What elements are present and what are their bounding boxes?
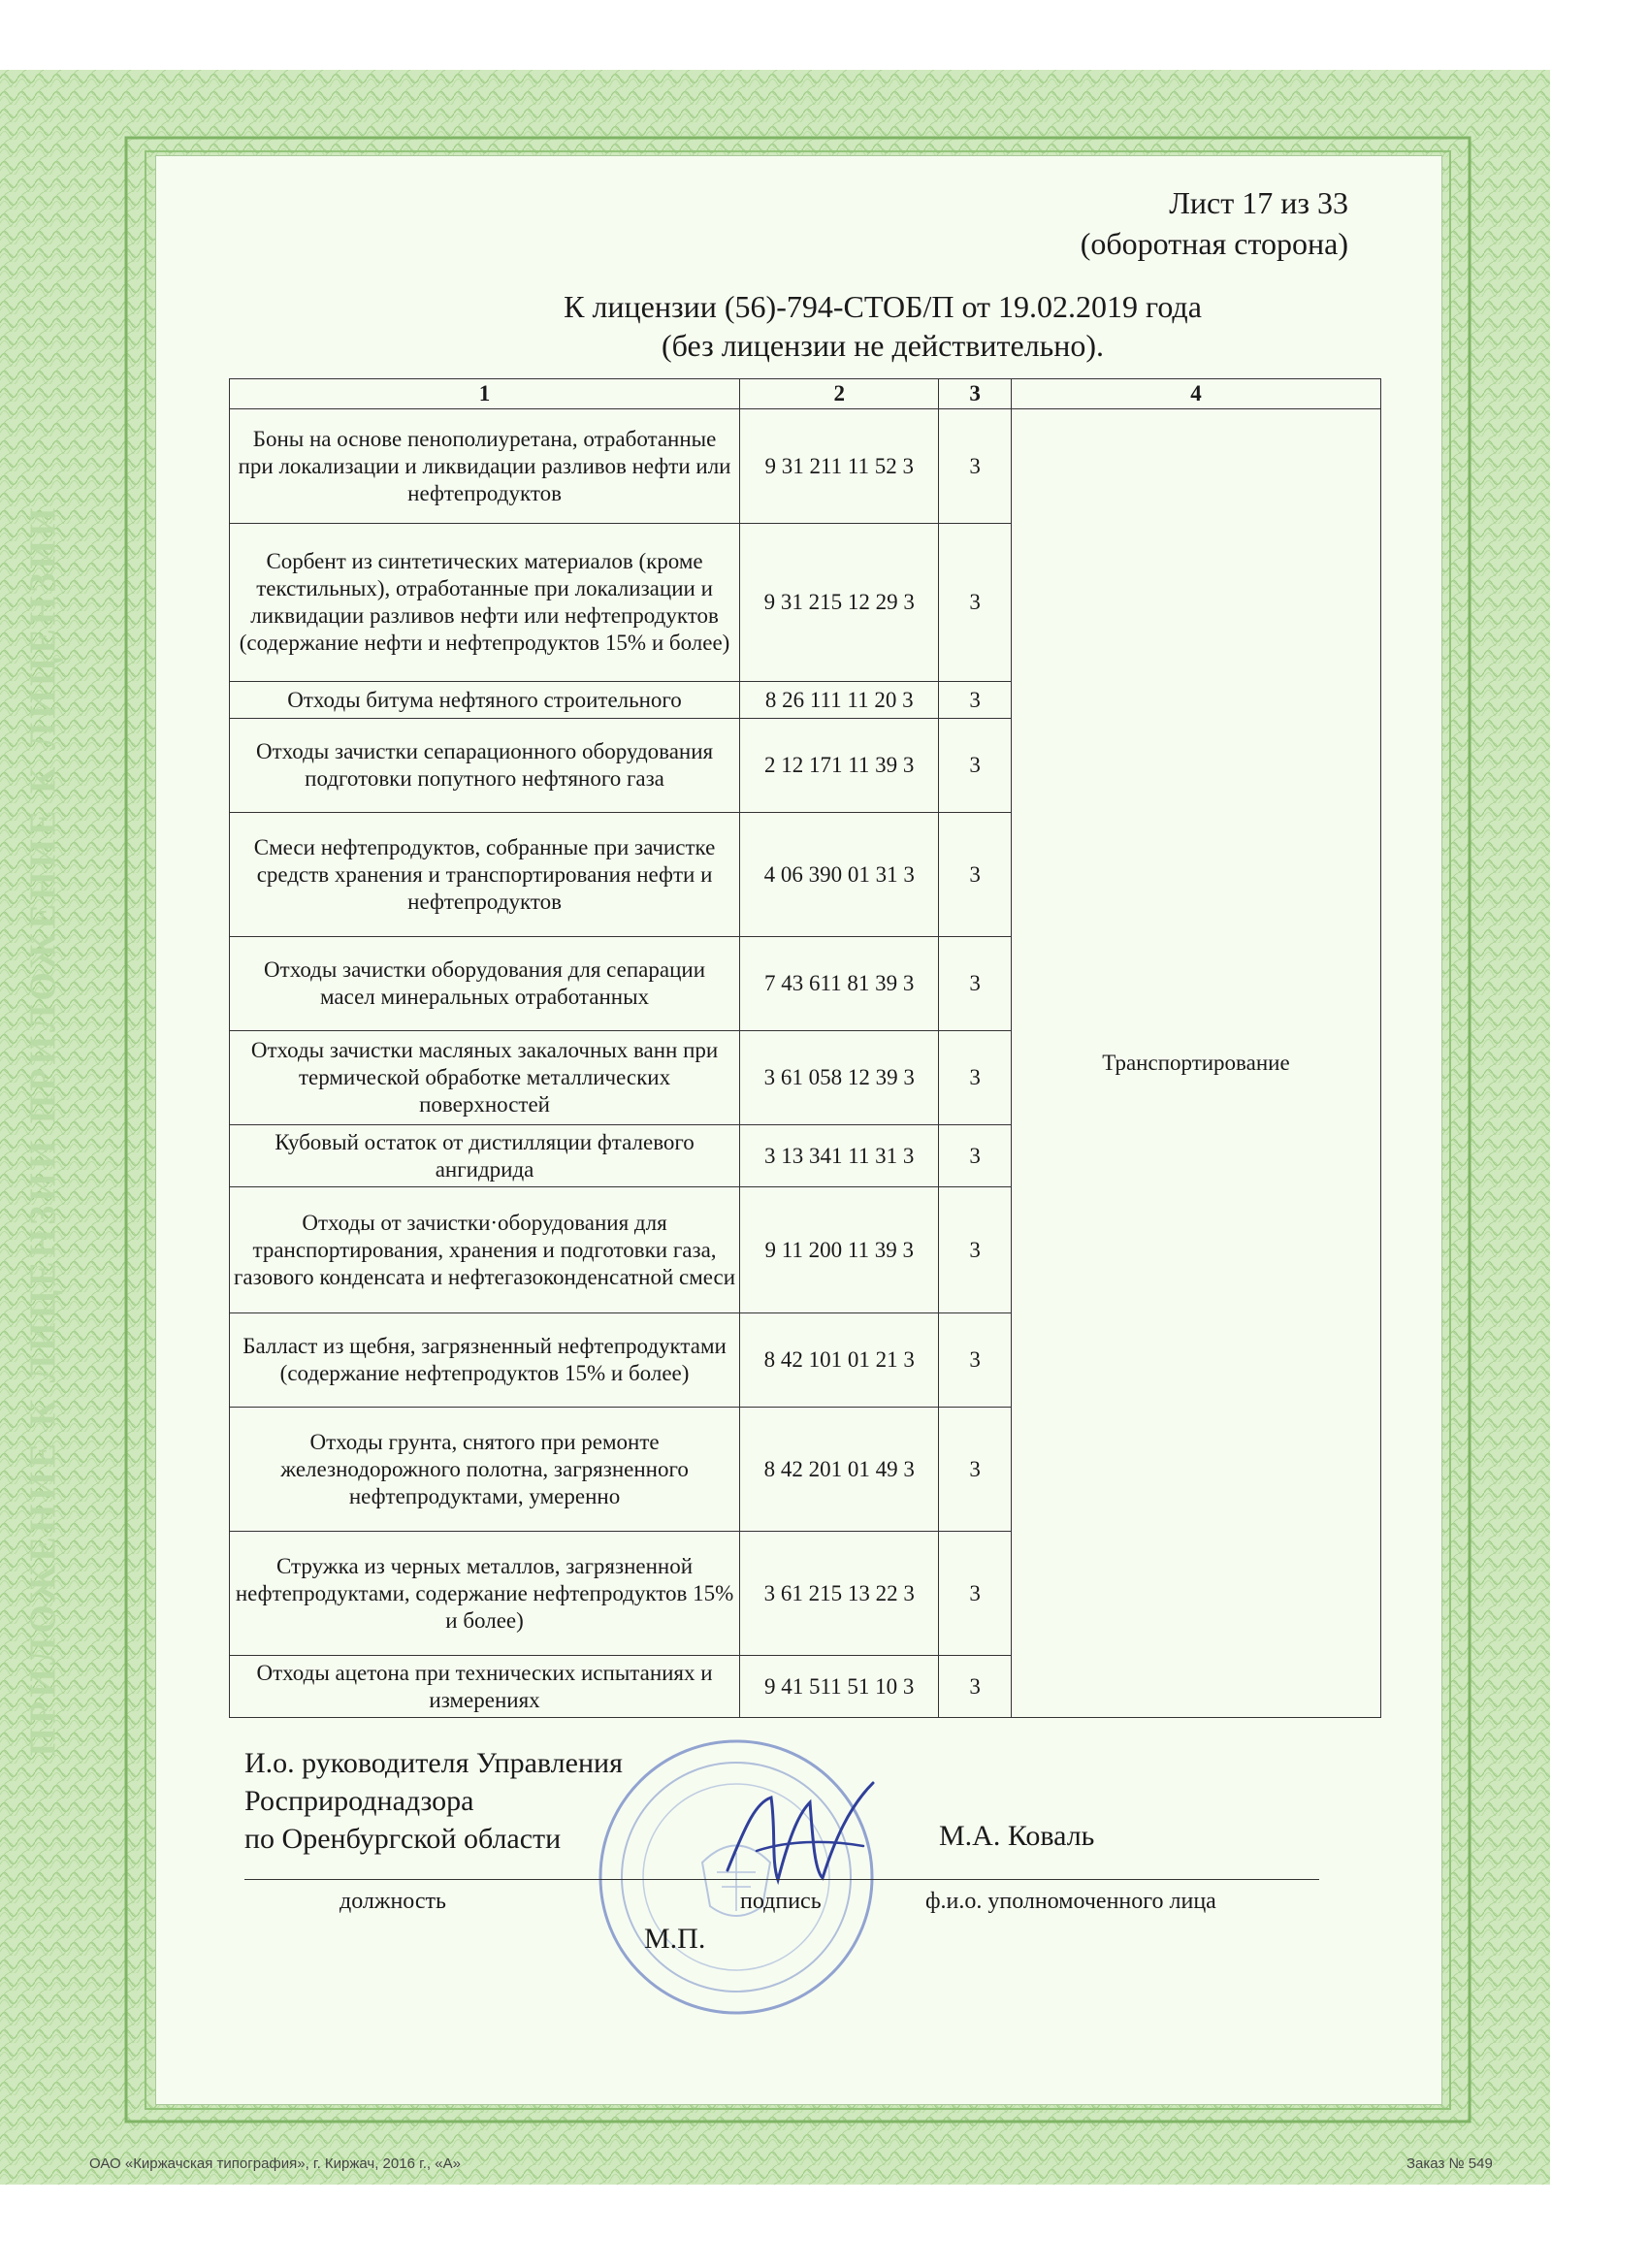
waste-code: 8 42 101 01 21 3	[740, 1313, 939, 1408]
waste-name: Кубовый остаток от дистилляции фталевого ангидрида	[230, 1125, 740, 1187]
handwritten-signature	[718, 1764, 883, 1909]
waste-name: Отходы зачистки сепарационного оборудования подготовки попутного нефтяного газа	[230, 719, 740, 813]
sheet-number: Лист 17 из 33	[1169, 185, 1348, 220]
waste-code: 9 11 200 11 39 3	[740, 1187, 939, 1313]
waste-name: Отходы от зачистки·оборудования для транспортирования, хранения и подготовки газа, газового конденсата и нефтегазоконденсатной смеси	[230, 1187, 740, 1313]
waste-name: Балласт из щебня, загрязненный нефтепродуктами (содержание нефтепродуктов 15% и более)	[230, 1313, 740, 1408]
hazard-class: 3	[939, 524, 1012, 682]
validity-note: (без лицензии не действительно).	[661, 328, 1105, 363]
hazard-class: 3	[939, 937, 1012, 1031]
hazard-class: 3	[939, 1656, 1012, 1718]
position-line: И.о. руководителя Управления	[244, 1747, 623, 1779]
waste-code: 9 41 511 51 10 3	[740, 1656, 939, 1718]
sheet-side: (оборотная сторона)	[1080, 226, 1348, 261]
column-header: 1	[230, 379, 740, 409]
position-line: Росприроднадзора	[244, 1785, 474, 1817]
signature-underline	[244, 1879, 1319, 1880]
waste-name: Стружка из черных металлов, загрязненной нефтепродуктами, содержание нефтепродуктов 15% и более)	[230, 1532, 740, 1656]
waste-name: Отходы битума нефтяного строительного	[230, 682, 740, 719]
activity-type: Транспортирование	[1011, 409, 1380, 1718]
waste-name: Отходы грунта, снятого при ремонте железнодорожного полотна, загрязненного нефтепродуктами, умеренно	[230, 1408, 740, 1532]
column-header: 4	[1011, 379, 1380, 409]
hazard-class: 3	[939, 1313, 1012, 1408]
seal-mark: М.П.	[644, 1923, 706, 1955]
printer-imprint: ОАО «Киржачская типография», г. Киржач, 2016 г., «А»	[89, 2155, 461, 2172]
license-title	[369, 287, 1397, 365]
waste-code: 4 06 390 01 31 3	[740, 813, 939, 937]
waste-code: 8 42 201 01 49 3	[740, 1408, 939, 1532]
waste-code: 3 13 341 11 31 3	[740, 1125, 939, 1187]
order-number: Заказ № 549	[1406, 2155, 1493, 2172]
signatory-name: М.А. Коваль	[939, 1820, 1095, 1852]
hazard-class: 3	[939, 409, 1012, 524]
waste-code: 3 61 215 13 22 3	[740, 1532, 939, 1656]
waste-code: 2 12 171 11 39 3	[740, 719, 939, 813]
hazard-class: 3	[939, 719, 1012, 813]
position-line: по Оренбургской области	[244, 1823, 562, 1855]
waste-code: 7 43 611 81 39 3	[740, 937, 939, 1031]
waste-name: Сорбент из синтетических материалов (кроме текстильных), отработанные при локализации и ликвидации разливов нефти или нефтепродуктов (содержание нефти и нефтепродуктов 15% и более)	[230, 524, 740, 682]
waste-name: Отходы зачистки масляных закалочных ванн при термической обработке металлических поверхностей	[230, 1031, 740, 1125]
column-header: 2	[740, 379, 939, 409]
hazard-class: 3	[939, 1125, 1012, 1187]
license-line: К лицензии (56)-794-СТОБ/П от 19.02.2019 года	[564, 289, 1202, 324]
caption-position: должность	[340, 1889, 446, 1914]
hazard-class: 3	[939, 1532, 1012, 1656]
waste-code: 9 31 215 12 29 3	[740, 524, 939, 682]
hazard-class: 3	[939, 1408, 1012, 1532]
table-header-row	[230, 379, 1381, 409]
column-header: 3	[939, 379, 1012, 409]
side-banner: ПРИЛОЖЕНИЕ К ЛИЦЕНЗИИ ПРИЛОЖЕНИЕ К ЛИЦЕНЗИИ	[22, 503, 64, 1757]
waste-code: 3 61 058 12 39 3	[740, 1031, 939, 1125]
position-title	[244, 1744, 623, 1858]
table-row	[230, 409, 1381, 524]
waste-name: Смеси нефтепродуктов, собранные при зачистке средств хранения и транспортирования нефти и нефтепродуктов	[230, 813, 740, 937]
waste-code: 9 31 211 11 52 3	[740, 409, 939, 524]
hazard-class: 3	[939, 1187, 1012, 1313]
hazard-class: 3	[939, 682, 1012, 719]
waste-table	[229, 378, 1381, 1718]
waste-code: 8 26 111 11 20 3	[740, 682, 939, 719]
hazard-class: 3	[939, 813, 1012, 937]
caption-name: ф.и.о. уполномоченного лица	[925, 1889, 1216, 1914]
hazard-class: 3	[939, 1031, 1012, 1125]
waste-name: Отходы ацетона при технических испытаниях и измерениях	[230, 1656, 740, 1718]
waste-name: Боны на основе пенополиуретана, отработанные при локализации и ликвидации разливов нефти или нефтепродуктов	[230, 409, 740, 524]
caption-signature: подпись	[740, 1889, 822, 1914]
sheet-number-block	[1081, 182, 1348, 264]
waste-name: Отходы зачистки оборудования для сепарации масел минеральных отработанных	[230, 937, 740, 1031]
